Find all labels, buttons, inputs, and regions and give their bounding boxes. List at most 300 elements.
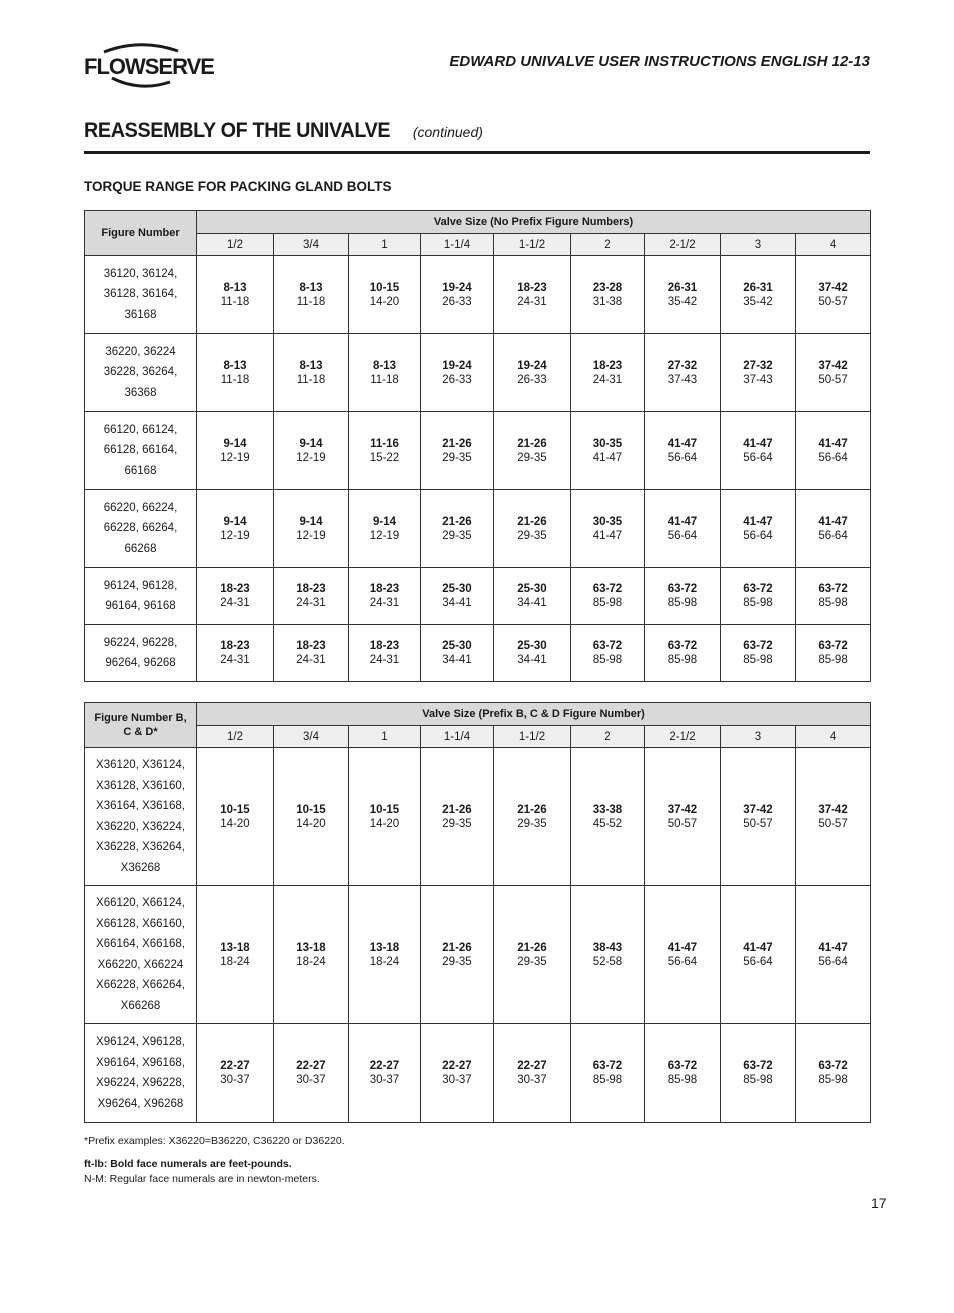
torque-cell bbox=[197, 625, 274, 682]
torque-nm: 29-35 bbox=[442, 529, 472, 542]
section-title: REASSEMBLY OF THE UNIVALVE bbox=[84, 118, 391, 142]
torque-ftlb: 18-23 bbox=[296, 640, 326, 652]
torque-nm: 30-37 bbox=[369, 1074, 400, 1086]
torque-cell bbox=[796, 256, 871, 334]
torque-nm: 50-57 bbox=[818, 295, 848, 308]
torque-nm: 45-52 bbox=[592, 817, 623, 830]
torque-nm: 11-18 bbox=[296, 373, 326, 386]
torque-nm: 34-41 bbox=[517, 597, 547, 609]
torque-ftlb: 38-43 bbox=[592, 941, 623, 954]
torque-ftlb: 22-27 bbox=[517, 1060, 547, 1072]
torque-nm: 14-20 bbox=[296, 817, 326, 830]
torque-cell bbox=[645, 748, 721, 886]
figure-number-line: X36120, X36124, bbox=[96, 759, 185, 771]
torque-table-prefix-bcd bbox=[84, 702, 871, 1123]
torque-nm: 41-47 bbox=[592, 451, 623, 464]
torque-ftlb: 21-26 bbox=[517, 515, 547, 528]
figure-number-line: X66128, X66160, bbox=[96, 917, 185, 930]
torque-cell bbox=[274, 886, 349, 1024]
torque-ftlb: 63-72 bbox=[743, 583, 773, 595]
figure-numbers-cell bbox=[85, 256, 197, 334]
document-title: EDWARD UNIVALVE USER INSTRUCTIONS ENGLISH 12-13 bbox=[449, 53, 870, 70]
torque-cell bbox=[197, 412, 274, 490]
torque-nm: 12-19 bbox=[296, 451, 326, 464]
torque-nm: 29-35 bbox=[442, 955, 472, 968]
torque-ftlb: 19-24 bbox=[442, 281, 472, 294]
torque-cell bbox=[494, 625, 571, 682]
figure-number-line: X66220, X66224 bbox=[97, 958, 184, 971]
figure-number-line: 36128, 36164, bbox=[103, 288, 178, 301]
torque-ftlb: 41-47 bbox=[818, 515, 848, 528]
torque-ftlb: 21-26 bbox=[442, 803, 472, 816]
torque-ftlb: 8-13 bbox=[372, 359, 397, 372]
valve-size-header: Valve Size (Prefix B, C & D Figure Number) bbox=[197, 703, 871, 726]
torque-cell bbox=[796, 490, 871, 568]
torque-cell bbox=[721, 256, 796, 334]
torque-nm: 11-18 bbox=[370, 373, 399, 386]
torque-ftlb: 21-26 bbox=[517, 941, 547, 954]
figure-number-line: 36220, 36224 bbox=[105, 345, 176, 358]
torque-ftlb: 41-47 bbox=[743, 437, 773, 450]
torque-cell bbox=[796, 1024, 871, 1123]
torque-ftlb: 37-42 bbox=[743, 803, 773, 816]
torque-nm: 30-37 bbox=[220, 1074, 250, 1086]
table-row bbox=[85, 256, 871, 334]
torque-cell bbox=[494, 1024, 571, 1123]
figure-number-line: X66164, X66168, bbox=[96, 938, 185, 950]
figure-numbers-cell bbox=[85, 334, 197, 412]
torque-cell bbox=[796, 625, 871, 682]
valve-size-column-header: 1/2 bbox=[197, 234, 274, 256]
torque-nm: 12-19 bbox=[369, 529, 400, 542]
torque-cell bbox=[645, 490, 721, 568]
torque-nm: 18-24 bbox=[296, 955, 326, 968]
torque-nm: 18-24 bbox=[220, 955, 250, 968]
table-row bbox=[85, 568, 871, 625]
torque-nm: 24-31 bbox=[220, 654, 250, 666]
torque-ftlb: 63-72 bbox=[743, 640, 773, 652]
torque-ftlb: 63-72 bbox=[667, 640, 698, 652]
torque-cell bbox=[721, 490, 796, 568]
torque-ftlb: 22-27 bbox=[369, 1060, 400, 1072]
torque-nm: 11-18 bbox=[220, 295, 250, 308]
torque-ftlb: 37-42 bbox=[818, 359, 848, 372]
torque-cell bbox=[197, 568, 274, 625]
figure-number-line: 66120, 66124, bbox=[103, 423, 178, 436]
torque-ftlb: 9-14 bbox=[223, 515, 247, 528]
torque-ftlb: 26-31 bbox=[667, 281, 698, 294]
torque-cell bbox=[274, 412, 349, 490]
figure-header-line: Figure Number B, bbox=[94, 712, 187, 724]
torque-ftlb: 10-15 bbox=[369, 803, 400, 816]
torque-cell bbox=[421, 625, 494, 682]
torque-ftlb: 21-26 bbox=[517, 437, 547, 450]
torque-ftlb: 63-72 bbox=[818, 1060, 848, 1072]
torque-nm: 85-98 bbox=[592, 654, 623, 666]
svg-text:FLOWSERVE: FLOWSERVE bbox=[84, 54, 214, 79]
torque-ftlb: 8-13 bbox=[223, 359, 247, 372]
torque-cell bbox=[494, 490, 571, 568]
figure-number-line: X36228, X36264, bbox=[96, 841, 185, 853]
figure-number-line: X36220, X36224, bbox=[96, 820, 185, 833]
torque-nm: 29-35 bbox=[517, 529, 547, 542]
torque-nm: 85-98 bbox=[743, 1074, 773, 1086]
torque-ftlb: 22-27 bbox=[296, 1060, 326, 1072]
torque-ftlb: 30-35 bbox=[592, 515, 623, 528]
torque-ftlb: 21-26 bbox=[517, 803, 547, 816]
torque-nm: 41-47 bbox=[592, 529, 623, 542]
torque-ftlb: 19-24 bbox=[442, 359, 472, 372]
torque-cell bbox=[494, 886, 571, 1024]
torque-cell bbox=[494, 256, 571, 334]
torque-nm: 50-57 bbox=[743, 817, 773, 830]
torque-ftlb: 10-15 bbox=[220, 803, 250, 816]
table-row bbox=[85, 490, 871, 568]
torque-cell bbox=[796, 568, 871, 625]
torque-nm: 85-98 bbox=[667, 1074, 698, 1086]
table-row bbox=[85, 412, 871, 490]
torque-cell bbox=[349, 568, 421, 625]
torque-ftlb: 13-18 bbox=[220, 941, 250, 954]
torque-cell bbox=[796, 412, 871, 490]
valve-size-column-header: 1-1/4 bbox=[421, 234, 494, 256]
torque-ftlb: 41-47 bbox=[667, 437, 698, 450]
torque-nm: 85-98 bbox=[592, 1074, 623, 1086]
table-row bbox=[85, 748, 871, 886]
torque-nm: 56-64 bbox=[818, 451, 848, 464]
footnotes bbox=[84, 1134, 345, 1187]
torque-nm: 30-37 bbox=[442, 1074, 472, 1086]
torque-ftlb: 9-14 bbox=[372, 515, 397, 528]
figure-numbers-cell bbox=[85, 886, 197, 1024]
torque-cell bbox=[421, 490, 494, 568]
torque-cell bbox=[571, 568, 645, 625]
torque-nm: 35-42 bbox=[743, 295, 773, 308]
torque-cell bbox=[197, 886, 274, 1024]
valve-size-column-header: 4 bbox=[796, 234, 871, 256]
torque-ftlb: 19-24 bbox=[517, 359, 547, 372]
valve-size-column-header: 2-1/2 bbox=[645, 726, 721, 748]
torque-nm: 14-20 bbox=[369, 817, 400, 830]
torque-nm: 29-35 bbox=[517, 451, 547, 464]
torque-cell bbox=[796, 748, 871, 886]
torque-nm: 85-98 bbox=[818, 654, 848, 666]
torque-cell bbox=[421, 256, 494, 334]
torque-cell bbox=[721, 1024, 796, 1123]
torque-nm: 31-38 bbox=[592, 295, 623, 308]
torque-cell bbox=[571, 334, 645, 412]
torque-nm: 85-98 bbox=[667, 597, 698, 609]
figure-number-line: 66168 bbox=[124, 464, 157, 477]
torque-nm: 26-33 bbox=[442, 295, 472, 308]
torque-nm: 30-37 bbox=[296, 1074, 326, 1086]
figure-numbers-cell bbox=[85, 748, 197, 886]
torque-cell bbox=[197, 256, 274, 334]
torque-ftlb: 41-47 bbox=[667, 515, 698, 528]
torque-cell bbox=[494, 568, 571, 625]
torque-cell bbox=[349, 334, 421, 412]
ftlb-note: ft-lb: Bold face numerals are feet-pounds. bbox=[84, 1158, 292, 1170]
torque-ftlb: 8-13 bbox=[299, 281, 323, 294]
valve-size-column-header: 1/2 bbox=[197, 726, 274, 748]
figure-numbers-cell bbox=[85, 412, 197, 490]
torque-cell bbox=[571, 886, 645, 1024]
torque-ftlb: 18-23 bbox=[220, 640, 250, 652]
valve-size-column-header: 3/4 bbox=[274, 726, 349, 748]
torque-nm: 29-35 bbox=[517, 817, 547, 830]
figure-number-line: X36128, X36160, bbox=[96, 779, 185, 792]
torque-ftlb: 33-38 bbox=[592, 803, 623, 816]
torque-cell bbox=[349, 625, 421, 682]
figure-number-line: X66228, X66264, bbox=[96, 979, 185, 991]
torque-nm: 12-19 bbox=[220, 529, 250, 542]
figure-number-line: 36368 bbox=[124, 386, 157, 399]
torque-cell bbox=[721, 334, 796, 412]
torque-nm: 24-31 bbox=[220, 597, 250, 609]
torque-cell bbox=[494, 748, 571, 886]
torque-ftlb: 63-72 bbox=[818, 583, 848, 595]
torque-ftlb: 41-47 bbox=[667, 941, 698, 954]
torque-ftlb: 25-30 bbox=[517, 583, 547, 595]
figure-number-header bbox=[85, 703, 197, 748]
torque-cell bbox=[421, 1024, 494, 1123]
torque-nm: 24-31 bbox=[369, 597, 400, 609]
torque-ftlb: 25-30 bbox=[517, 640, 547, 652]
torque-nm: 50-57 bbox=[818, 817, 848, 830]
torque-cell bbox=[721, 412, 796, 490]
torque-ftlb: 23-28 bbox=[592, 281, 623, 294]
section-heading bbox=[84, 118, 483, 143]
valve-size-column-header: 1-1/4 bbox=[421, 726, 494, 748]
torque-cell bbox=[274, 1024, 349, 1123]
table-row bbox=[85, 886, 871, 1024]
valve-size-column-header: 1-1/2 bbox=[494, 726, 571, 748]
figure-number-line: 36228, 36264, bbox=[103, 366, 178, 379]
torque-cell bbox=[721, 748, 796, 886]
torque-cell bbox=[349, 886, 421, 1024]
torque-ftlb: 21-26 bbox=[442, 941, 472, 954]
torque-cell bbox=[197, 490, 274, 568]
torque-cell bbox=[274, 256, 349, 334]
torque-nm: 56-64 bbox=[818, 529, 848, 542]
torque-ftlb: 21-26 bbox=[442, 515, 472, 528]
torque-cell bbox=[197, 1024, 274, 1123]
torque-cell bbox=[645, 568, 721, 625]
torque-nm: 30-37 bbox=[517, 1074, 547, 1086]
torque-ftlb: 21-26 bbox=[442, 437, 472, 450]
torque-nm: 56-64 bbox=[743, 955, 773, 968]
torque-nm: 18-24 bbox=[369, 955, 400, 968]
torque-ftlb: 25-30 bbox=[442, 583, 472, 595]
torque-ftlb: 10-15 bbox=[369, 281, 400, 294]
valve-size-column-header: 1 bbox=[349, 234, 421, 256]
torque-cell bbox=[274, 568, 349, 625]
torque-cell bbox=[721, 568, 796, 625]
figure-number-line: X66120, X66124, bbox=[96, 897, 185, 909]
torque-nm: 85-98 bbox=[743, 597, 773, 609]
torque-cell bbox=[571, 490, 645, 568]
torque-nm: 85-98 bbox=[592, 597, 623, 609]
torque-ftlb: 41-47 bbox=[818, 437, 848, 450]
torque-ftlb: 9-14 bbox=[299, 515, 323, 528]
torque-nm: 56-64 bbox=[743, 529, 773, 542]
heading-rule bbox=[84, 151, 870, 154]
torque-cell bbox=[274, 490, 349, 568]
torque-cell bbox=[571, 748, 645, 886]
torque-cell bbox=[796, 886, 871, 1024]
figure-number-line: X96224, X96228, bbox=[96, 1077, 185, 1089]
prefix-note: *Prefix examples: X36220=B36220, C36220 or D36220. bbox=[84, 1135, 345, 1147]
figure-number-line: X36268 bbox=[120, 861, 161, 874]
torque-ftlb: 63-72 bbox=[592, 583, 623, 595]
torque-nm: 56-64 bbox=[818, 955, 848, 968]
torque-ftlb: 18-23 bbox=[592, 359, 623, 372]
torque-cell bbox=[721, 625, 796, 682]
torque-cell bbox=[197, 334, 274, 412]
torque-ftlb: 30-35 bbox=[592, 437, 623, 450]
flowserve-logo bbox=[82, 40, 214, 90]
figure-header-line: C & D* bbox=[123, 726, 158, 738]
torque-cell bbox=[571, 256, 645, 334]
torque-cell bbox=[349, 1024, 421, 1123]
torque-nm: 29-35 bbox=[442, 817, 472, 830]
torque-ftlb: 10-15 bbox=[296, 803, 326, 816]
torque-nm: 29-35 bbox=[442, 451, 472, 464]
torque-nm: 15-22 bbox=[369, 451, 400, 464]
torque-nm: 34-41 bbox=[517, 654, 547, 666]
table-row bbox=[85, 334, 871, 412]
torque-nm: 56-64 bbox=[743, 451, 773, 464]
torque-cell bbox=[421, 412, 494, 490]
torque-ftlb: 37-42 bbox=[818, 281, 848, 294]
torque-ftlb: 22-27 bbox=[442, 1060, 472, 1072]
valve-size-column-header: 1 bbox=[349, 726, 421, 748]
torque-ftlb: 27-32 bbox=[743, 359, 773, 372]
figure-number-line: X96264, X96268 bbox=[97, 1097, 184, 1110]
torque-nm: 37-43 bbox=[667, 373, 698, 386]
torque-nm: 85-98 bbox=[743, 654, 773, 666]
torque-ftlb: 26-31 bbox=[743, 281, 773, 294]
torque-ftlb: 41-47 bbox=[743, 515, 773, 528]
torque-nm: 56-64 bbox=[667, 451, 698, 464]
torque-cell bbox=[571, 1024, 645, 1123]
torque-nm: 14-20 bbox=[220, 817, 250, 830]
torque-nm: 24-31 bbox=[592, 373, 623, 386]
torque-cell bbox=[349, 748, 421, 886]
torque-ftlb: 13-18 bbox=[369, 941, 400, 954]
torque-cell bbox=[645, 1024, 721, 1123]
figure-number-line: X96164, X96168, bbox=[96, 1056, 185, 1069]
figure-number-line: 36120, 36124, bbox=[103, 267, 178, 280]
torque-cell bbox=[274, 334, 349, 412]
torque-cell bbox=[421, 568, 494, 625]
torque-cell bbox=[421, 886, 494, 1024]
torque-ftlb: 13-18 bbox=[296, 941, 326, 954]
figure-number-line: 96224, 96228, bbox=[103, 636, 178, 649]
figure-numbers-cell bbox=[85, 490, 197, 568]
torque-ftlb: 63-72 bbox=[592, 1060, 623, 1072]
torque-ftlb: 41-47 bbox=[743, 941, 773, 954]
torque-ftlb: 63-72 bbox=[667, 583, 698, 595]
figure-number-line: 96264, 96268 bbox=[105, 657, 176, 669]
torque-ftlb: 18-23 bbox=[220, 583, 250, 595]
torque-nm: 12-19 bbox=[220, 451, 250, 464]
figure-number-header: Figure Number bbox=[85, 211, 197, 256]
valve-size-column-header: 3 bbox=[721, 726, 796, 748]
torque-ftlb: 8-13 bbox=[223, 281, 247, 294]
torque-cell bbox=[571, 625, 645, 682]
torque-ftlb: 22-27 bbox=[220, 1060, 250, 1072]
torque-nm: 56-64 bbox=[667, 955, 698, 968]
torque-nm: 34-41 bbox=[442, 654, 472, 666]
torque-ftlb: 18-23 bbox=[517, 281, 547, 294]
torque-nm: 85-98 bbox=[818, 597, 848, 609]
torque-nm: 37-43 bbox=[743, 373, 773, 386]
torque-ftlb: 25-30 bbox=[442, 640, 472, 652]
figure-number-line: 96124, 96128, bbox=[103, 579, 178, 592]
figure-numbers-cell bbox=[85, 625, 197, 682]
torque-ftlb: 63-72 bbox=[592, 640, 623, 652]
figure-number-line: 66128, 66164, bbox=[103, 444, 178, 457]
torque-nm: 50-57 bbox=[667, 817, 698, 830]
figure-numbers-cell bbox=[85, 1024, 197, 1123]
valve-size-column-header: 3/4 bbox=[274, 234, 349, 256]
torque-nm: 26-33 bbox=[442, 373, 472, 386]
valve-size-column-header: 1-1/2 bbox=[494, 234, 571, 256]
valve-size-column-header: 2 bbox=[571, 726, 645, 748]
torque-nm: 50-57 bbox=[818, 373, 848, 386]
torque-nm: 85-98 bbox=[667, 654, 698, 666]
torque-ftlb: 18-23 bbox=[296, 583, 326, 595]
torque-cell bbox=[349, 256, 421, 334]
torque-nm: 52-58 bbox=[592, 955, 623, 968]
torque-cell bbox=[645, 625, 721, 682]
torque-nm: 35-42 bbox=[667, 295, 698, 308]
torque-nm: 12-19 bbox=[296, 529, 326, 542]
nm-note: N-M: Regular face numerals are in newton-meters. bbox=[84, 1173, 320, 1185]
table-row bbox=[85, 1024, 871, 1123]
figure-numbers-cell bbox=[85, 568, 197, 625]
torque-nm: 56-64 bbox=[667, 529, 698, 542]
torque-nm: 29-35 bbox=[517, 955, 547, 968]
valve-size-column-header: 3 bbox=[721, 234, 796, 256]
torque-nm: 34-41 bbox=[442, 597, 472, 609]
torque-cell bbox=[274, 748, 349, 886]
torque-cell bbox=[645, 256, 721, 334]
figure-number-line: 36168 bbox=[124, 308, 157, 321]
page-number: 17 bbox=[871, 1195, 887, 1211]
torque-cell bbox=[197, 748, 274, 886]
torque-nm: 24-31 bbox=[369, 654, 400, 666]
figure-number-line: 66268 bbox=[124, 542, 157, 555]
torque-cell bbox=[721, 886, 796, 1024]
torque-nm: 14-20 bbox=[369, 295, 400, 308]
torque-ftlb: 11-16 bbox=[370, 437, 399, 450]
torque-nm: 11-18 bbox=[220, 373, 250, 386]
torque-ftlb: 63-72 bbox=[818, 640, 848, 652]
torque-cell bbox=[645, 334, 721, 412]
table-row bbox=[85, 625, 871, 682]
torque-cell bbox=[349, 412, 421, 490]
torque-cell bbox=[494, 412, 571, 490]
torque-cell bbox=[571, 412, 645, 490]
torque-cell bbox=[421, 748, 494, 886]
torque-nm: 24-31 bbox=[296, 597, 326, 609]
figure-number-line: 96164, 96168 bbox=[105, 600, 176, 612]
torque-nm: 24-31 bbox=[296, 654, 326, 666]
valve-size-column-header: 2 bbox=[571, 234, 645, 256]
valve-size-header: Valve Size (No Prefix Figure Numbers) bbox=[197, 211, 871, 234]
